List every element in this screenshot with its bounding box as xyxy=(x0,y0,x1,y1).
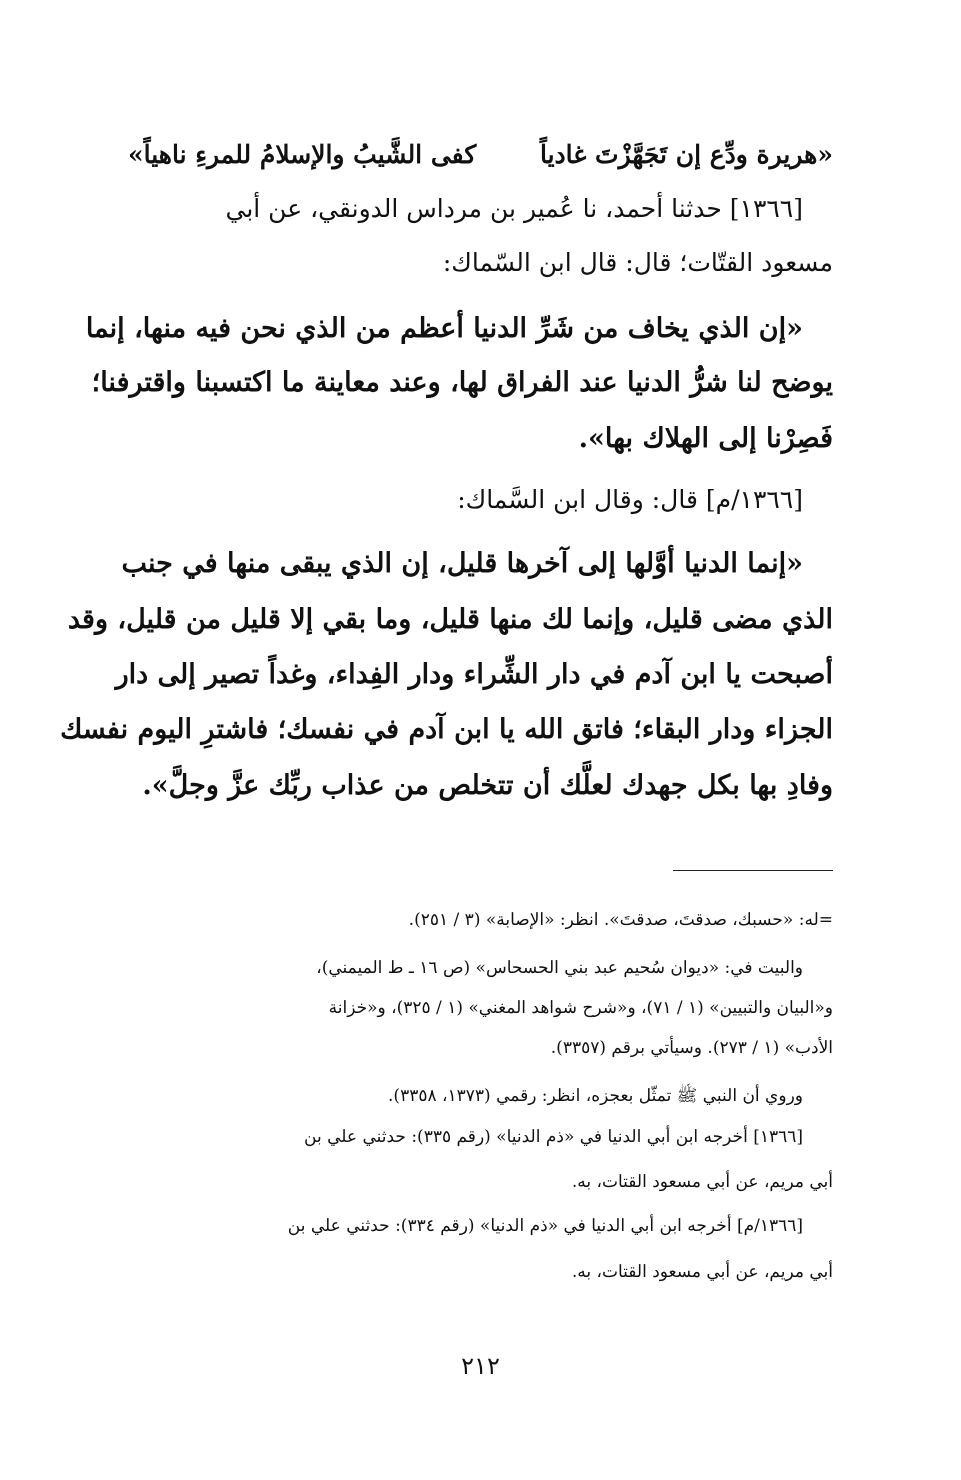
footnote-line: وروي أن النبي ﷺ تمثّل بعجزه، انظر: رقمي (١٣٧٣، ٣٣٥٨). xyxy=(388,1086,803,1106)
hadith-1366m-quote-line-2: الذي مضى قليل، وإنما لك منها قليل، وما بقي إلا قليل من قليل، وقد xyxy=(67,604,833,635)
verse-second-hemistich: كفى الشَّيبُ والإسلامُ للمرءِ ناهياً» xyxy=(128,140,477,169)
footnote-separator xyxy=(673,870,833,871)
page-number: ٢١٢ xyxy=(461,1352,500,1380)
hadith-1366-quote-line-1: «إن الذي يخاف من شَرِّ الدنيا أعظم من الذي نحن فيه منها، إنما xyxy=(85,313,803,344)
hadith-1366m-quote-line-5: وفادِ بها بكل جهدك لعلَّك أن تتخلص من عذاب ربِّك عزَّ وجلَّ». xyxy=(142,770,833,801)
footnote-line: أبي مريم، عن أبي مسعود القتات، به. xyxy=(571,1172,833,1192)
footnote-line: [١٣٦٦] أخرجه ابن أبي الدنيا في «ذم الدنيا» (رقم ٣٣٥): حدثني علي بن xyxy=(304,1127,803,1147)
footnote-line: والبيت في: «ديوان سُحيم عبد بني الحسحاس» (ص ١٦ ـ ط الميمني)، xyxy=(316,958,803,978)
footnote-line: الأدب» (١ / ٢٧٣). وسيأتي برقم (٣٣٥٧). xyxy=(550,1038,833,1058)
poem-verse xyxy=(128,140,833,180)
hadith-1366m-quote-line-1: «إنما الدنيا أوَّلها إلى آخرها قليل، إن الذي يبقى منها في جنب xyxy=(121,548,803,579)
footnote-line: و«البيان والتبيين» (١ / ٧١)، و«شرح شواهد المغني» (١ / ٣٢٥)، و«خزانة xyxy=(328,998,833,1018)
hadith-1366m-quote-line-3: أصبحت يا ابن آدم في دار الشِّراء ودار الفِداء، وغداً تصير إلى دار xyxy=(115,659,833,690)
hadith-1366-quote-line-3: فَصِرْنا إلى الهلاك بها». xyxy=(578,423,833,454)
hadith-1366-quote-line-2: يوضح لنا شرُّ الدنيا عند الفراق لها، وعند معاينة ما اكتسبنا واقترفنا؛ xyxy=(91,367,833,398)
hadith-1366-line-2: مسعود القتّات؛ قال: قال ابن السّماك: xyxy=(442,248,833,277)
hadith-1366m-intro: [١٣٦٦/م] قال: وقال ابن السَّماك: xyxy=(457,485,803,514)
footnote-line: [١٣٦٦/م] أخرجه ابن أبي الدنيا في «ذم الدنيا» (رقم ٣٣٤): حدثني علي بن xyxy=(287,1216,803,1236)
footnote-line: =له: «حسبك، صدقتَ، صدقتَ». انظر: «الإصابة» (٣ / ٢٥١). xyxy=(408,910,833,930)
hadith-1366m-quote-line-4: الجزاء ودار البقاء؛ فاتق الله يا ابن آدم في نفسك؛ فاشترِ اليوم نفسك xyxy=(60,714,833,745)
hadith-1366-line-1: [١٣٦٦] حدثنا أحمد، نا عُمير بن مرداس الدونقي، عن أبي xyxy=(225,194,803,223)
footnote-line: أبي مريم، عن أبي مسعود القتات، به. xyxy=(571,1262,833,1282)
verse-first-hemistich: «هريرة ودِّع إن تَجَهَّزْتَ غادياً xyxy=(539,140,833,169)
